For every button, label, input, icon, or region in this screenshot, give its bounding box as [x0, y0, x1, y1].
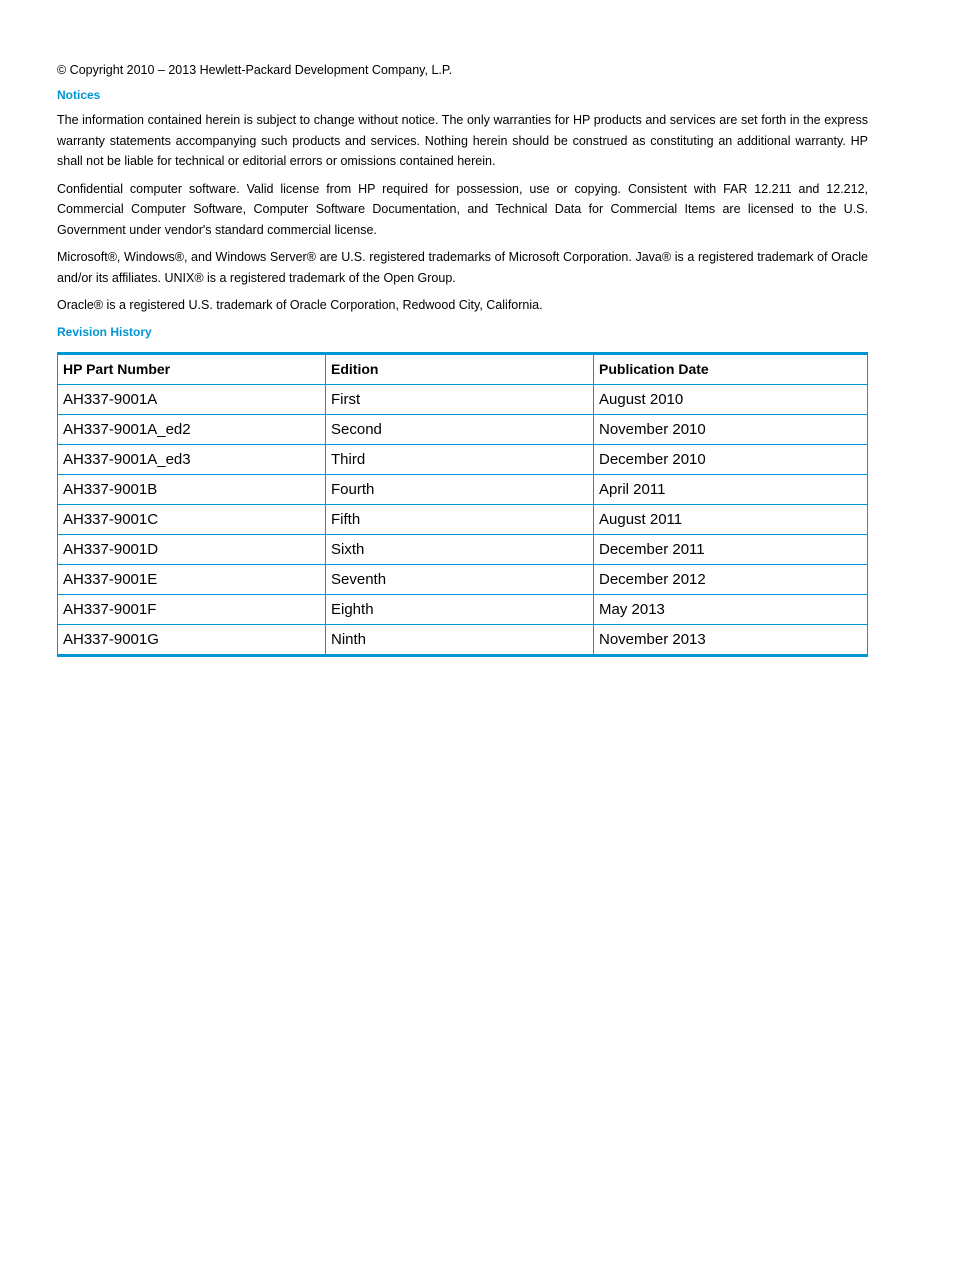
- publication-date-cell: August 2011: [594, 504, 868, 534]
- column-header-publication-date: Publication Date: [594, 353, 868, 384]
- table-row: [58, 594, 868, 624]
- part-number-cell: AH337-9001A: [58, 384, 326, 414]
- part-number-cell: AH337-9001F: [58, 594, 326, 624]
- publication-date-cell: November 2013: [594, 624, 868, 655]
- notice-paragraph-trademarks: Microsoft®, Windows®, and Windows Server® are U.S. registered trademarks of Microsoft Corporation. Java® is a registered trademark of Oracle and/or its affiliates. UNIX® is a registered trademark of the Open Group.: [57, 250, 868, 285]
- document-page: [57, 60, 868, 657]
- edition-cell: Fifth: [326, 504, 594, 534]
- publication-date-cell: December 2011: [594, 534, 868, 564]
- notice-paragraph-oracle: Oracle® is a registered U.S. trademark of Oracle Corporation, Redwood City, California.: [57, 298, 543, 312]
- publication-date-cell: April 2011: [594, 474, 868, 504]
- table-row: [58, 384, 868, 414]
- edition-cell: First: [326, 384, 594, 414]
- table-row: [58, 534, 868, 564]
- edition-cell: Second: [326, 414, 594, 444]
- part-number-cell: AH337-9001A_ed2: [58, 414, 326, 444]
- notice-paragraph-warranty: The information contained herein is subject to change without notice. The only warranties for HP products and services are set forth in the express warranty statements accompanying such products and services. Nothing herein should be construed as constituting an additional warranty. HP shall not be liable for technical or editorial errors or omissions contained herein.: [57, 113, 868, 168]
- notice-paragraph-license: Confidential computer software. Valid license from HP required for possession, use or copying. Consistent with FAR 12.211 and 12.212, Commercial Computer Software, Computer Software Documentation, and Technical Data for Commercial Items are licensed to the U.S. Government under vendor's standard commercial license.: [57, 181, 868, 237]
- publication-date-cell: May 2013: [594, 594, 868, 624]
- publication-date-cell: December 2012: [594, 564, 868, 594]
- edition-cell: Sixth: [326, 534, 594, 564]
- revision-history-table: [57, 352, 868, 657]
- edition-cell: Third: [326, 444, 594, 474]
- edition-cell: Seventh: [326, 564, 594, 594]
- edition-cell: Ninth: [326, 624, 594, 655]
- publication-date-cell: August 2010: [594, 384, 868, 414]
- edition-cell: Eighth: [326, 594, 594, 624]
- table-row: [58, 504, 868, 534]
- column-header-part-number: HP Part Number: [58, 353, 326, 384]
- part-number-cell: AH337-9001A_ed3: [58, 444, 326, 474]
- table-row: [58, 444, 868, 474]
- part-number-cell: AH337-9001B: [58, 474, 326, 504]
- table-header-row: [58, 353, 868, 384]
- part-number-cell: AH337-9001E: [58, 564, 326, 594]
- revision-history-heading: Revision History: [57, 324, 152, 339]
- part-number-cell: AH337-9001G: [58, 624, 326, 655]
- publication-date-cell: December 2010: [594, 444, 868, 474]
- publication-date-cell: November 2010: [594, 414, 868, 444]
- part-number-cell: AH337-9001C: [58, 504, 326, 534]
- column-header-edition: Edition: [326, 353, 594, 384]
- table-row: [58, 564, 868, 594]
- copyright-notice: © Copyright 2010 – 2013 Hewlett-Packard Development Company, L.P.: [57, 63, 453, 77]
- notices-heading: Notices: [57, 88, 101, 102]
- part-number-cell: AH337-9001D: [58, 534, 326, 564]
- table-row: [58, 624, 868, 655]
- table-row: [58, 414, 868, 444]
- edition-cell: Fourth: [326, 474, 594, 504]
- table-row: [58, 474, 868, 504]
